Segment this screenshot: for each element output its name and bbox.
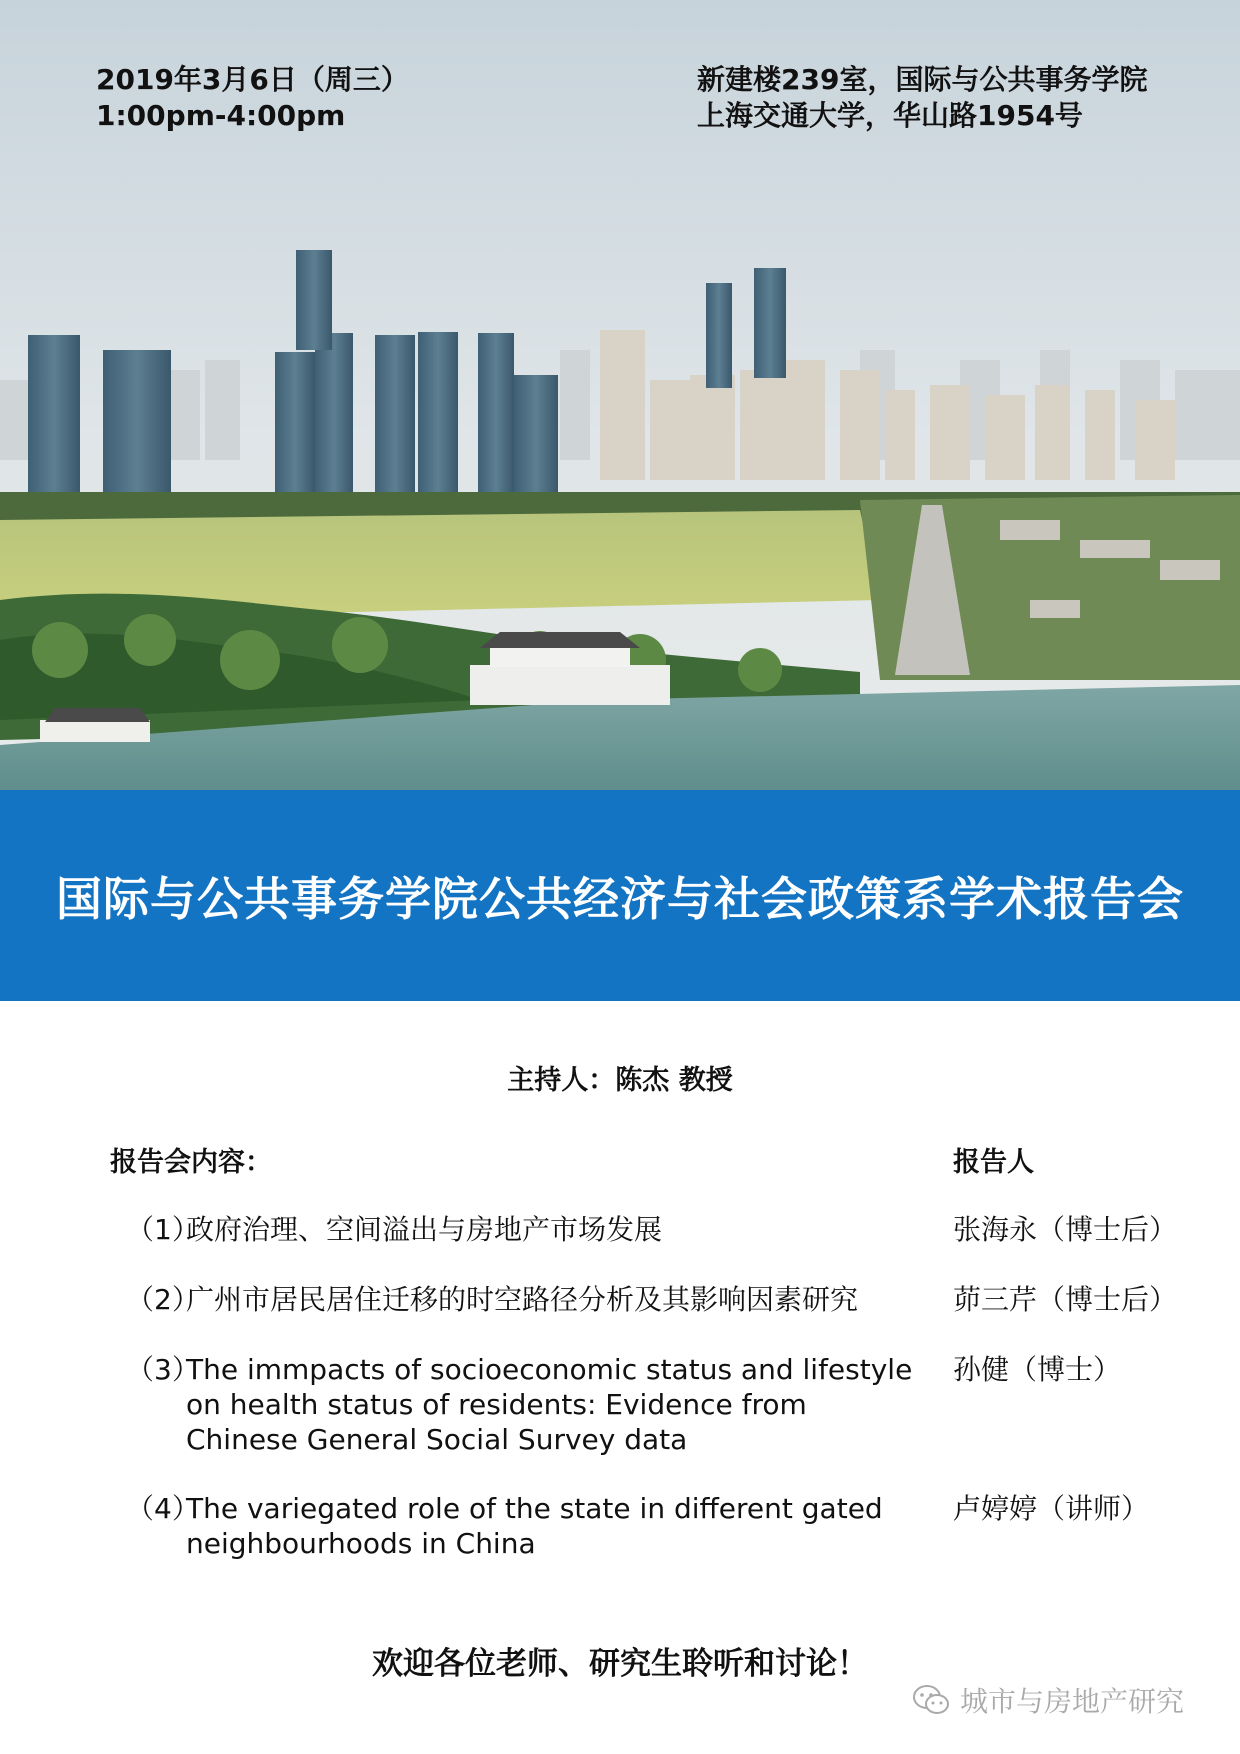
event-datetime [96, 62, 409, 134]
item-speaker: 卢婷婷（讲师） [953, 1492, 1150, 1525]
welcome-message: 欢迎各位老师、研究生聆听和讨论！ [372, 1646, 868, 1682]
item-number: （3） [126, 1353, 200, 1386]
wechat-icon [912, 1684, 950, 1716]
event-date: 2019年3月6日（周三） [96, 63, 409, 96]
event-venue [697, 62, 1147, 134]
item-number: （2） [126, 1283, 200, 1316]
host-line: 主持人：陈杰 教授 [507, 1065, 733, 1096]
item-title: 广州市居民居住迁移的时空路径分析及其影响因素研究 [186, 1283, 859, 1316]
venue-address: 上海交通大学，华山路1954号 [697, 99, 1083, 132]
item-title: 政府治理、空间溢出与房地产市场发展 [186, 1213, 663, 1246]
watermark-text: 城市与房地产研究 [960, 1685, 1185, 1718]
speaker-heading: 报告人 [953, 1147, 1034, 1178]
item-speaker: 茆三芹（博士后） [953, 1283, 1178, 1316]
content-heading: 报告会内容： [110, 1147, 272, 1178]
title-banner [0, 790, 1240, 1001]
event-time: 1:00pm-4:00pm [96, 99, 346, 132]
venue-room: 新建楼239室，国际与公共事务学院 [697, 63, 1148, 96]
item-number: （1） [126, 1213, 200, 1246]
item-speaker: 孙健（博士） [953, 1353, 1122, 1386]
item-title: The variegated role of the state in different gated neighbourhoods in China [186, 1492, 883, 1560]
item-number: （4） [126, 1492, 200, 1525]
watermark [912, 1680, 1184, 1720]
item-speaker: 张海永（博士后） [953, 1213, 1178, 1246]
item-title: The immpacts of socioeconomic status and lifestyle on health status of residents: Evidence from Chinese General Social Survey data [186, 1353, 913, 1456]
hero-photo [0, 0, 1240, 790]
page-title: 国际与公共事务学院公共经济与社会政策系学术报告会 [56, 871, 1184, 926]
